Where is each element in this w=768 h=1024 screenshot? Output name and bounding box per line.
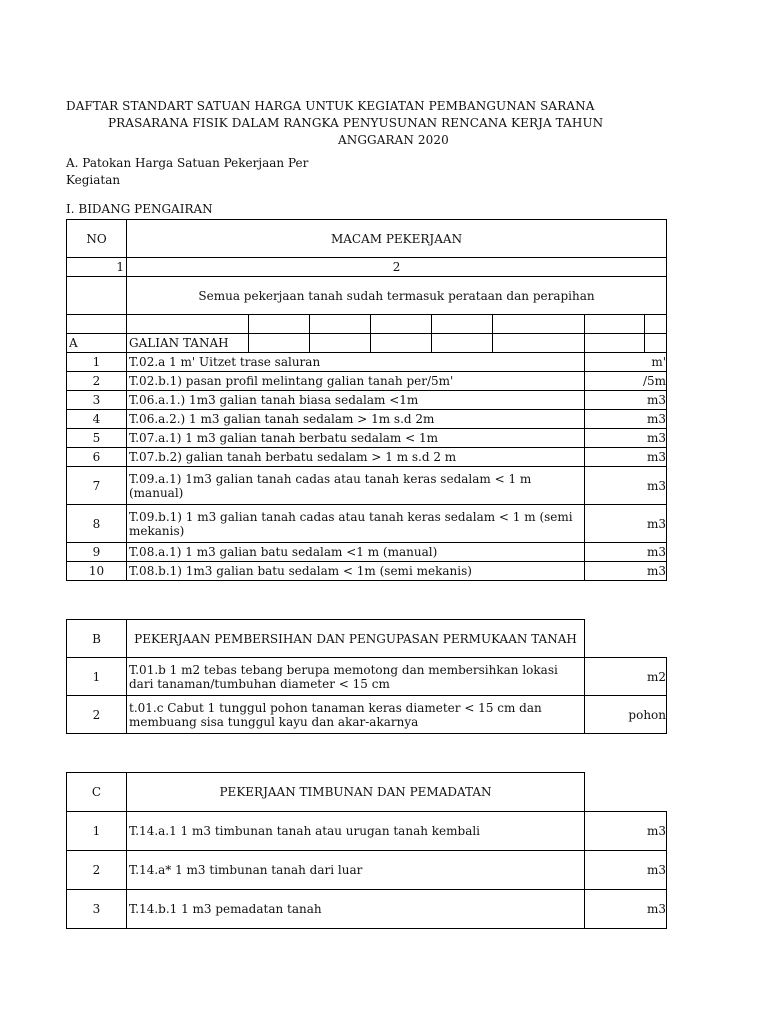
column-number-2: 2 xyxy=(127,258,667,277)
empty-cell xyxy=(585,334,645,353)
row-number: 9 xyxy=(67,543,127,562)
group-title: PEKERJAAN TIMBUNAN DAN PEMADATAN xyxy=(127,773,585,812)
row-description: T.14.a* 1 m3 timbunan tanah dari luar xyxy=(127,851,585,890)
row-unit: m3 xyxy=(585,391,667,410)
empty-cell xyxy=(645,334,667,353)
row-unit: m3 xyxy=(585,851,667,890)
empty-cell xyxy=(493,315,585,334)
table-row xyxy=(67,562,667,581)
row-number: 5 xyxy=(67,429,127,448)
table-row xyxy=(67,505,667,543)
row-description: T.14.b.1 1 m3 pemadatan tanah xyxy=(127,890,585,929)
empty-cell xyxy=(371,334,432,353)
row-description: T.09.b.1) 1 m3 galian tanah cadas atau tanah keras sedalam < 1 m (semi mekanis) xyxy=(127,505,585,543)
table-galian-tanah xyxy=(66,219,667,581)
table-row xyxy=(67,696,667,734)
row-number: 10 xyxy=(67,562,127,581)
empty-cell xyxy=(67,277,127,315)
row-number: 1 xyxy=(67,658,127,696)
table-row xyxy=(67,890,667,929)
row-number: 3 xyxy=(67,890,127,929)
table-row xyxy=(67,353,667,372)
table-row xyxy=(67,448,667,467)
group-title: GALIAN TANAH xyxy=(127,334,249,353)
empty-cell xyxy=(249,315,310,334)
row-number: 2 xyxy=(67,851,127,890)
table-row xyxy=(67,467,667,505)
section-a-heading: A. Patokan Harga Satuan Pekerjaan Per xyxy=(66,156,309,170)
table-row xyxy=(67,658,667,696)
table-row xyxy=(67,410,667,429)
row-description: T.09.a.1) 1m3 galian tanah cadas atau tanah keras sedalam < 1 m (manual) xyxy=(127,467,585,505)
row-description: T.07.a.1) 1 m3 galian tanah berbatu sedalam < 1m xyxy=(127,429,585,448)
empty-cell xyxy=(310,315,371,334)
table-row xyxy=(67,543,667,562)
empty-cell xyxy=(67,315,127,334)
table-pembersihan xyxy=(66,619,667,734)
column-number-1: 1 xyxy=(67,258,127,277)
row-unit: m3 xyxy=(585,429,667,448)
row-unit: m3 xyxy=(585,562,667,581)
row-description: T.08.a.1) 1 m3 galian batu sedalam <1 m (manual) xyxy=(127,543,585,562)
table-row xyxy=(67,372,667,391)
empty-cell xyxy=(585,315,645,334)
empty-cell xyxy=(493,334,585,353)
empty-cell xyxy=(585,773,667,812)
document-title-line-2: PRASARANA FISIK DALAM RANGKA PENYUSUNAN RENCANA KERJA TAHUN xyxy=(108,116,604,130)
row-description: t.01.c Cabut 1 tunggul pohon tanaman keras diameter < 15 cm dan membuang sisa tunggul kayu dan akar-akarnya xyxy=(127,696,585,734)
section-i-heading: I. BIDANG PENGAIRAN xyxy=(66,202,213,216)
header-macam-pekerjaan: MACAM PEKERJAAN xyxy=(127,220,667,258)
document-title-line-3: ANGGARAN 2020 xyxy=(338,133,449,147)
group-code: B xyxy=(67,620,127,658)
document-title-line-1: DAFTAR STANDART SATUAN HARGA UNTUK KEGIATAN PEMBANGUNAN SARANA xyxy=(66,99,595,113)
group-title: PEKERJAAN PEMBERSIHAN DAN PENGUPASAN PERMUKAAN TANAH xyxy=(127,620,585,658)
table-row xyxy=(67,851,667,890)
row-number: 2 xyxy=(67,372,127,391)
table-note: Semua pekerjaan tanah sudah termasuk perataan dan perapihan xyxy=(127,277,667,315)
row-description: T.14.a.1 1 m3 timbunan tanah atau urugan tanah kembali xyxy=(127,812,585,851)
row-description: T.06.a.2.) 1 m3 galian tanah sedalam > 1m s.d 2m xyxy=(127,410,585,429)
empty-cell xyxy=(585,620,667,658)
table-row xyxy=(67,391,667,410)
table-row xyxy=(67,812,667,851)
table-timbunan xyxy=(66,772,667,929)
row-number: 1 xyxy=(67,353,127,372)
empty-cell xyxy=(310,334,371,353)
row-description: T.07.b.2) galian tanah berbatu sedalam > 1 m s.d 2 m xyxy=(127,448,585,467)
row-number: 8 xyxy=(67,505,127,543)
row-unit: pohon xyxy=(585,696,667,734)
row-number: 7 xyxy=(67,467,127,505)
row-number: 2 xyxy=(67,696,127,734)
row-number: 4 xyxy=(67,410,127,429)
group-code: C xyxy=(67,773,127,812)
empty-cell xyxy=(432,315,493,334)
row-description: T.01.b 1 m2 tebas tebang berupa memotong dan membersihkan lokasi dari tanaman/tumbuhan diameter < 15 cm xyxy=(127,658,585,696)
row-unit: m3 xyxy=(585,448,667,467)
row-description: T.08.b.1) 1m3 galian batu sedalam < 1m (semi mekanis) xyxy=(127,562,585,581)
group-code: A xyxy=(67,334,127,353)
row-unit: m3 xyxy=(585,467,667,505)
row-description: T.06.a.1.) 1m3 galian tanah biasa sedalam <1m xyxy=(127,391,585,410)
empty-cell xyxy=(249,334,310,353)
row-number: 6 xyxy=(67,448,127,467)
table-row xyxy=(67,429,667,448)
row-description: T.02.b.1) pasan profil melintang galian tanah per/5m' xyxy=(127,372,585,391)
empty-cell xyxy=(371,315,432,334)
row-unit: m3 xyxy=(585,812,667,851)
section-a-heading-cont: Kegiatan xyxy=(66,173,121,187)
empty-cell xyxy=(432,334,493,353)
row-unit: m3 xyxy=(585,505,667,543)
row-description: T.02.a 1 m' Uitzet trase saluran xyxy=(127,353,585,372)
row-number: 3 xyxy=(67,391,127,410)
row-unit: m' xyxy=(585,353,667,372)
row-unit: /5m xyxy=(585,372,667,391)
row-unit: m2 xyxy=(585,658,667,696)
empty-cell xyxy=(127,315,249,334)
row-unit: m3 xyxy=(585,410,667,429)
row-unit: m3 xyxy=(585,890,667,929)
row-unit: m3 xyxy=(585,543,667,562)
empty-cell xyxy=(645,315,667,334)
header-no: NO xyxy=(67,220,127,258)
row-number: 1 xyxy=(67,812,127,851)
